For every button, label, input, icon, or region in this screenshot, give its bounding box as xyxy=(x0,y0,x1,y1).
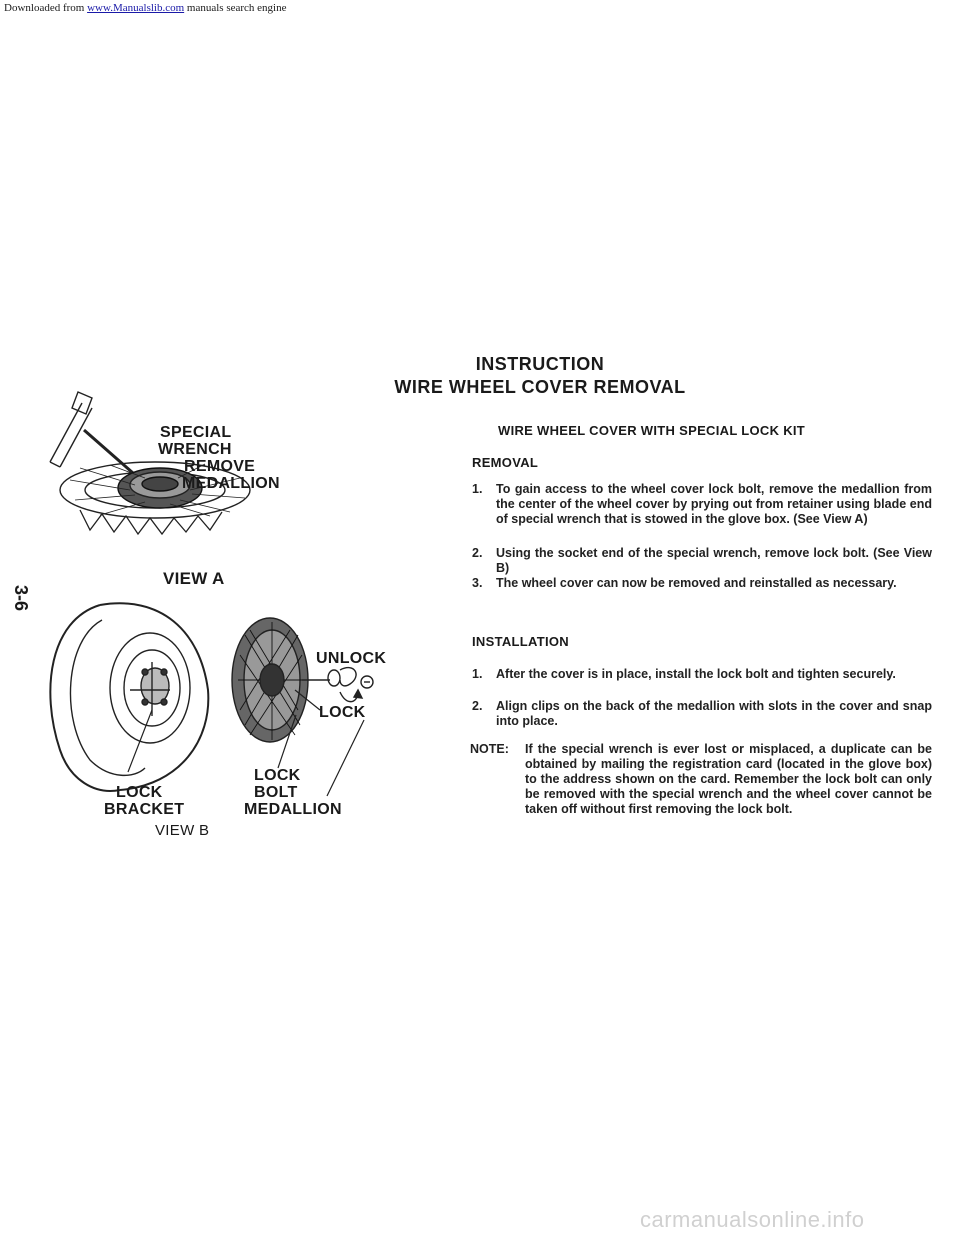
note-block xyxy=(470,742,932,817)
page-title-line1: INSTRUCTION xyxy=(475,354,605,374)
label-remove: REMOVE xyxy=(184,458,256,475)
label-lock-arrow: LOCK xyxy=(319,704,366,721)
caption-view-a: VIEW A xyxy=(163,569,225,588)
removal-heading: REMOVAL xyxy=(472,455,539,470)
page-number: 3-6 xyxy=(11,585,31,612)
label-wrench: WRENCH xyxy=(158,441,232,458)
step-text: Using the socket end of the special wrench, remove lock bolt. (See View B) xyxy=(496,546,932,575)
step-number: 2. xyxy=(472,546,483,560)
removal-step-2 xyxy=(472,546,932,576)
label-medallion-a: MEDALLION xyxy=(182,475,280,492)
label-medallion-b: MEDALLION xyxy=(244,801,342,818)
page-title-line2: WIRE WHEEL COVER REMOVAL xyxy=(394,377,686,397)
label-special: SPECIAL xyxy=(160,424,232,441)
step-text: Align clips on the back of the medallion with slots in the cover and snap into place. xyxy=(496,699,932,728)
header-prefix: Downloaded from xyxy=(4,2,85,14)
caption-view-b: VIEW B xyxy=(155,822,210,839)
step-number: 1. xyxy=(472,482,483,496)
footer-watermark: carmanualsonline.info xyxy=(640,1207,865,1232)
step-number: 1. xyxy=(472,667,483,681)
step-text: The wheel cover can now be removed and reinstalled as necessary. xyxy=(496,576,897,590)
note-label: NOTE: xyxy=(470,742,509,756)
header-suffix: manuals search engine xyxy=(184,2,287,14)
removal-step-3 xyxy=(472,576,932,591)
download-header xyxy=(4,2,286,14)
label-lock-bracket-2: BRACKET xyxy=(104,801,185,818)
label-unlock: UNLOCK xyxy=(316,650,387,667)
section-subheading: WIRE WHEEL COVER WITH SPECIAL LOCK KIT xyxy=(498,423,806,438)
step-text: To gain access to the wheel cover lock bolt, remove the medallion from the center of the wheel cover by prying out from retainer using blade end of special wrench that is stowed in the glove box. (See View A) xyxy=(496,482,932,526)
removal-step-1 xyxy=(472,482,932,527)
label-lock-bracket-1: LOCK xyxy=(116,784,163,801)
step-number: 2. xyxy=(472,699,483,713)
wheel-cover-figure xyxy=(40,390,387,839)
manualslib-link[interactable]: www.Manualslib.com xyxy=(87,2,185,14)
label-lock-bolt-2: BOLT xyxy=(254,784,298,801)
installation-heading: INSTALLATION xyxy=(472,634,569,649)
installation-step-2 xyxy=(472,699,932,729)
step-number: 3. xyxy=(472,576,483,590)
installation-step-1 xyxy=(472,667,932,682)
view-b-drawing xyxy=(50,603,373,796)
step-text: After the cover is in place, install the lock bolt and tighten securely. xyxy=(496,667,896,681)
label-lock-bolt-1: LOCK xyxy=(254,767,301,784)
note-text: If the special wrench is ever lost or misplaced, a duplicate can be obtained by mailing the registration card (located in the glove box) to the address shown on the card. Remember the lock bolt can only be removed with the special wrench and the wheel cover cannot be taken off without first removing the lock bolt. xyxy=(525,742,932,816)
